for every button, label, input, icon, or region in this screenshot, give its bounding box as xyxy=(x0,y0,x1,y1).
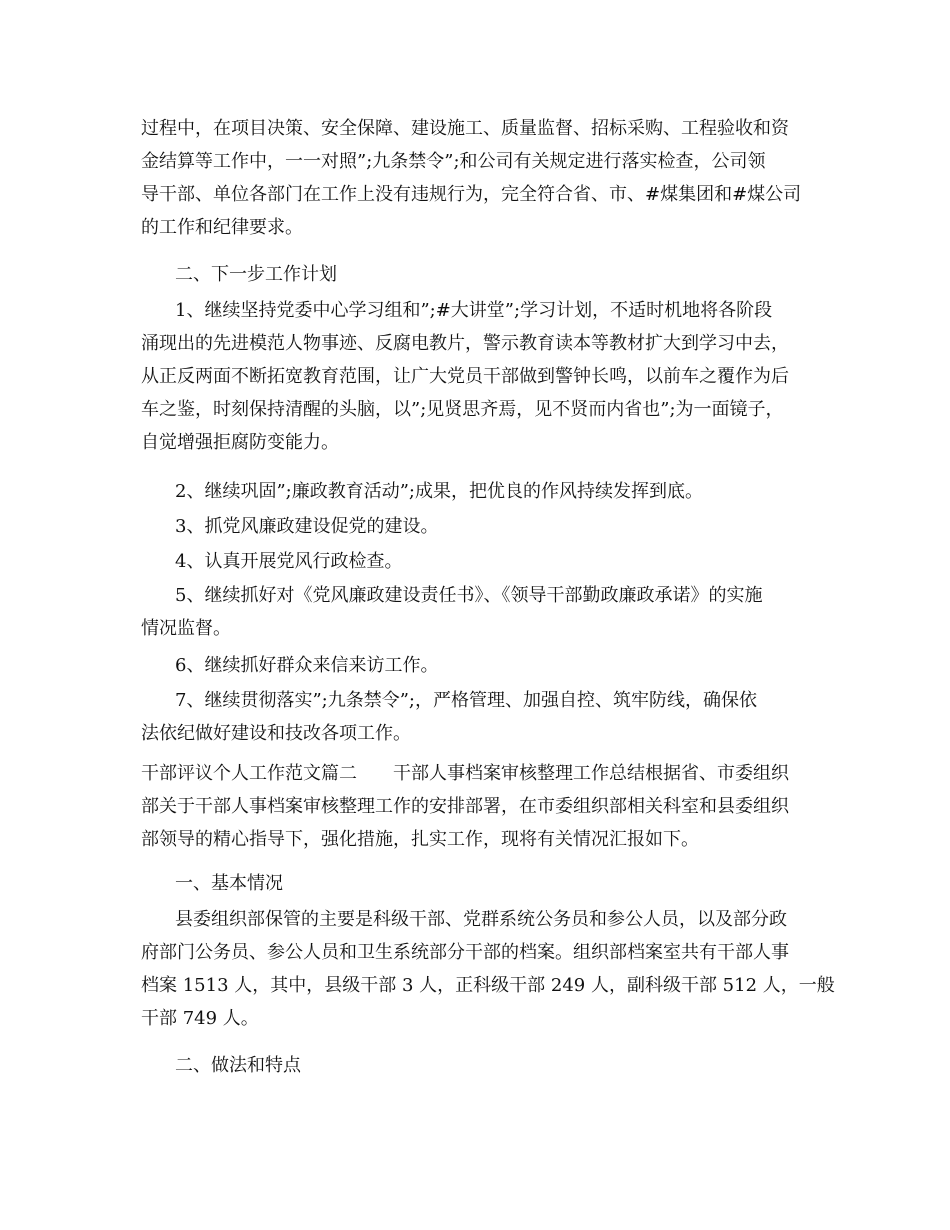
text-line: 车之鉴，时刻保持清醒的头脑，以”;见贤思齐焉，见不贤而内省也”;为一面镜子， xyxy=(141,399,784,420)
text-line: 部领导的精心指导下，强化措施，扎实工作，现将有关情况汇报如下。 xyxy=(141,829,699,850)
text-line: 部关于干部人事档案审核整理工作的安排部署，在市委组织部相关科室和县委组织 xyxy=(141,796,789,817)
paragraph-item-4 xyxy=(141,545,831,578)
text-line: 干部评议个人工作范文篇二 干部人事档案审核整理工作总结根据省、市委组织 xyxy=(141,763,789,784)
paragraph-article-two-intro xyxy=(141,757,831,856)
text-line: 金结算等工作中，一一对照”;九条禁令”;和公司有关规定进行落实检查，公司领 xyxy=(141,151,766,172)
text-line: 干部 749 人。 xyxy=(141,1008,259,1029)
text-line: 6、继续抓好群众来信来访工作。 xyxy=(175,655,439,676)
text-line: 档案 1513 人，其中，县级干部 3 人，正科级干部 249 人，副科级干部 512 人，一般 xyxy=(141,975,835,996)
text-line: 二、做法和特点 xyxy=(175,1055,301,1076)
text-line: 4、认真开展党风行政检查。 xyxy=(175,551,403,572)
text-line: 3、抓党风廉政建设促党的建设。 xyxy=(175,516,439,537)
paragraph-item-1 xyxy=(141,294,831,459)
text-line: 过程中，在项目决策、安全保障、建设施工、质量监督、招标采购、工程验收和资 xyxy=(141,118,789,139)
text-line: 1、继续坚持党委中心学习组和”;#大讲堂”;学习计划，不适时机地将各阶段 xyxy=(175,300,773,321)
paragraph-item-6 xyxy=(141,649,831,682)
text-line: 自觉增强拒腐防变能力。 xyxy=(141,432,339,453)
text-line: 涌现出的先进模范人物事迹、反腐电教片，警示教育读本等教材扩大到学习中去， xyxy=(141,333,789,354)
text-line: 法依纪做好建设和技改各项工作。 xyxy=(141,723,411,744)
text-line: 的工作和纪律要求。 xyxy=(141,217,303,238)
text-line: 7、继续贯彻落实”;九条禁令”;，严格管理、加强自控、筑牢防线，确保依 xyxy=(175,690,757,711)
text-line: 二、下一步工作计划 xyxy=(175,264,337,285)
paragraph-item-3 xyxy=(141,510,831,543)
text-line: 情况监督。 xyxy=(141,618,231,639)
text-line: 5、继续抓好对《党风廉政建设责任书》、《领导干部勤政廉政承诺》的实施 xyxy=(175,585,763,606)
text-line: 一、基本情况 xyxy=(175,873,283,894)
paragraph-item-7 xyxy=(141,684,831,750)
heading-basic-situation xyxy=(141,867,831,900)
paragraph-item-5 xyxy=(141,579,831,645)
paragraph-archive-stats xyxy=(141,903,835,1035)
heading-methods-features xyxy=(141,1049,831,1082)
text-line: 从正反两面不断拓宽教育范围，让广大党员干部做到警钟长鸣，以前车之覆作为后 xyxy=(141,366,789,387)
text-line: 府部门公务员、参公人员和卫生系统部分干部的档案。组织部档案室共有干部人事 xyxy=(141,942,789,963)
paragraph-item-2 xyxy=(141,475,831,508)
text-line: 导干部、单位各部门在工作上没有违规行为，完全符合省、市、#煤集团和#煤公司 xyxy=(141,184,802,205)
text-line: 2、继续巩固”;廉政教育活动”;成果，把优良的作风持续发挥到底。 xyxy=(175,481,703,502)
text-line: 县委组织部保管的主要是科级干部、党群系统公务员和参公人员，以及部分政 xyxy=(175,909,787,930)
heading-next-step-plan xyxy=(141,258,831,291)
paragraph-project-check xyxy=(141,112,831,244)
